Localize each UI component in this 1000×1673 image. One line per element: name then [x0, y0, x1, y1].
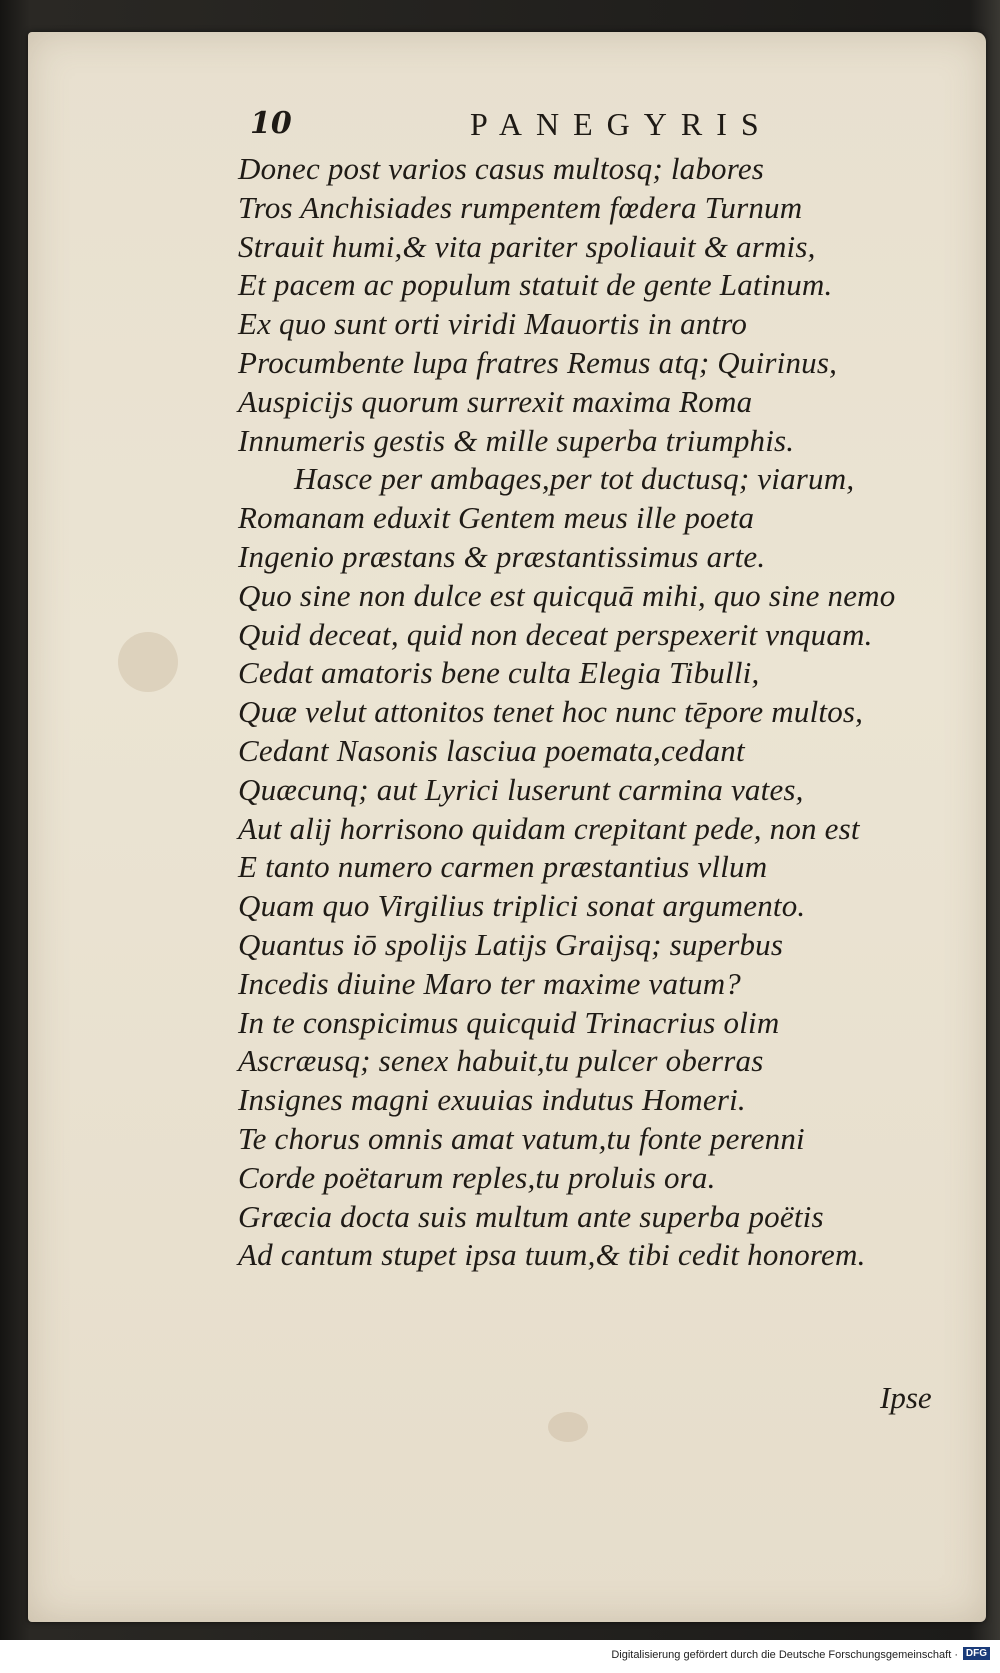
verse-text — [238, 150, 978, 1275]
verse-line: Cedant Nasonis lasciua poemata,cedant — [238, 732, 745, 768]
verse-line: Aut alij horrisono quidam crepitant pede, non est — [238, 810, 860, 846]
verse-line: Procumbente lupa fratres Remus atq; Quirinus, — [238, 344, 838, 380]
verse-line: Innumeris gestis & mille superba triumphis. — [238, 422, 795, 458]
verse-line: Quo sine non dulce est quicquā mihi, quo sine nemo — [238, 577, 896, 613]
verse-line: Cedat amatoris bene culta Elegia Tibulli, — [238, 655, 760, 691]
verse-line: Ascræusq; senex habuit,tu pulcer oberras — [238, 1043, 764, 1079]
page-number: 10 — [250, 106, 292, 141]
paper-stain — [548, 1412, 588, 1442]
verse-line: Insignes magni exuuias indutus Homeri. — [238, 1082, 746, 1118]
verse-line: Te chorus omnis amat vatum,tu fonte perenni — [238, 1120, 805, 1156]
running-head — [250, 106, 810, 150]
running-title: PANEGYRIS — [470, 106, 773, 142]
verse-line: Quantus iō spolijs Latijs Graijsq; superbus — [238, 926, 784, 962]
verse-line: Ad cantum stupet ipsa tuum,& tibi cedit honorem. — [238, 1237, 866, 1273]
verse-line: Strauit humi,& vita pariter spoliauit & armis, — [238, 228, 816, 264]
verse-line: Tros Anchisiades rumpentem fœdera Turnum — [238, 189, 803, 225]
verse-line: Ex quo sunt orti viridi Mauortis in antro — [238, 306, 748, 342]
paper-stain — [118, 632, 178, 692]
verse-line: Ingenio præstans & præstantissimus arte. — [238, 538, 766, 574]
verse-line: Et pacem ac populum statuit de gente Latinum. — [238, 267, 833, 303]
dfg-logo: DFG — [963, 1647, 990, 1660]
verse-line: Incedis diuine Maro ter maxime vatum? — [238, 965, 741, 1001]
verse-line: Donec post varios casus multosq; labores — [238, 151, 765, 186]
verse-line: Romanam eduxit Gentem meus ille poeta — [238, 500, 755, 536]
verse-line: Corde poëtarum reples,tu proluis ora. — [238, 1159, 716, 1195]
verse-line: Quam quo Virgilius triplici sonat argumento. — [238, 888, 806, 924]
verse-line: Quæ velut attonitos tenet hoc nunc tēpore multos, — [238, 694, 864, 730]
verse-line: Hasce per ambages,per tot ductusq; viarum, — [294, 461, 855, 497]
verse-line: Auspicijs quorum surrexit maxima Roma — [238, 383, 753, 419]
catchword: Ipse — [880, 1380, 932, 1415]
verse-line: Quid deceat, quid non deceat perspexerit vnquam. — [238, 616, 873, 652]
verse-line: E tanto numero carmen præstantius vllum — [238, 849, 768, 885]
verse-line: In te conspicimus quicquid Trinacrius olim — [238, 1004, 780, 1040]
footer-credit: Digitalisierung gefördert durch die Deutsche Forschungsgemeinschaft · — [611, 1649, 958, 1661]
verse-line: Quæcunq; aut Lyrici luserunt carmina vates, — [238, 771, 804, 807]
verse-line: Græcia docta suis multum ante superba poëtis — [238, 1198, 824, 1234]
